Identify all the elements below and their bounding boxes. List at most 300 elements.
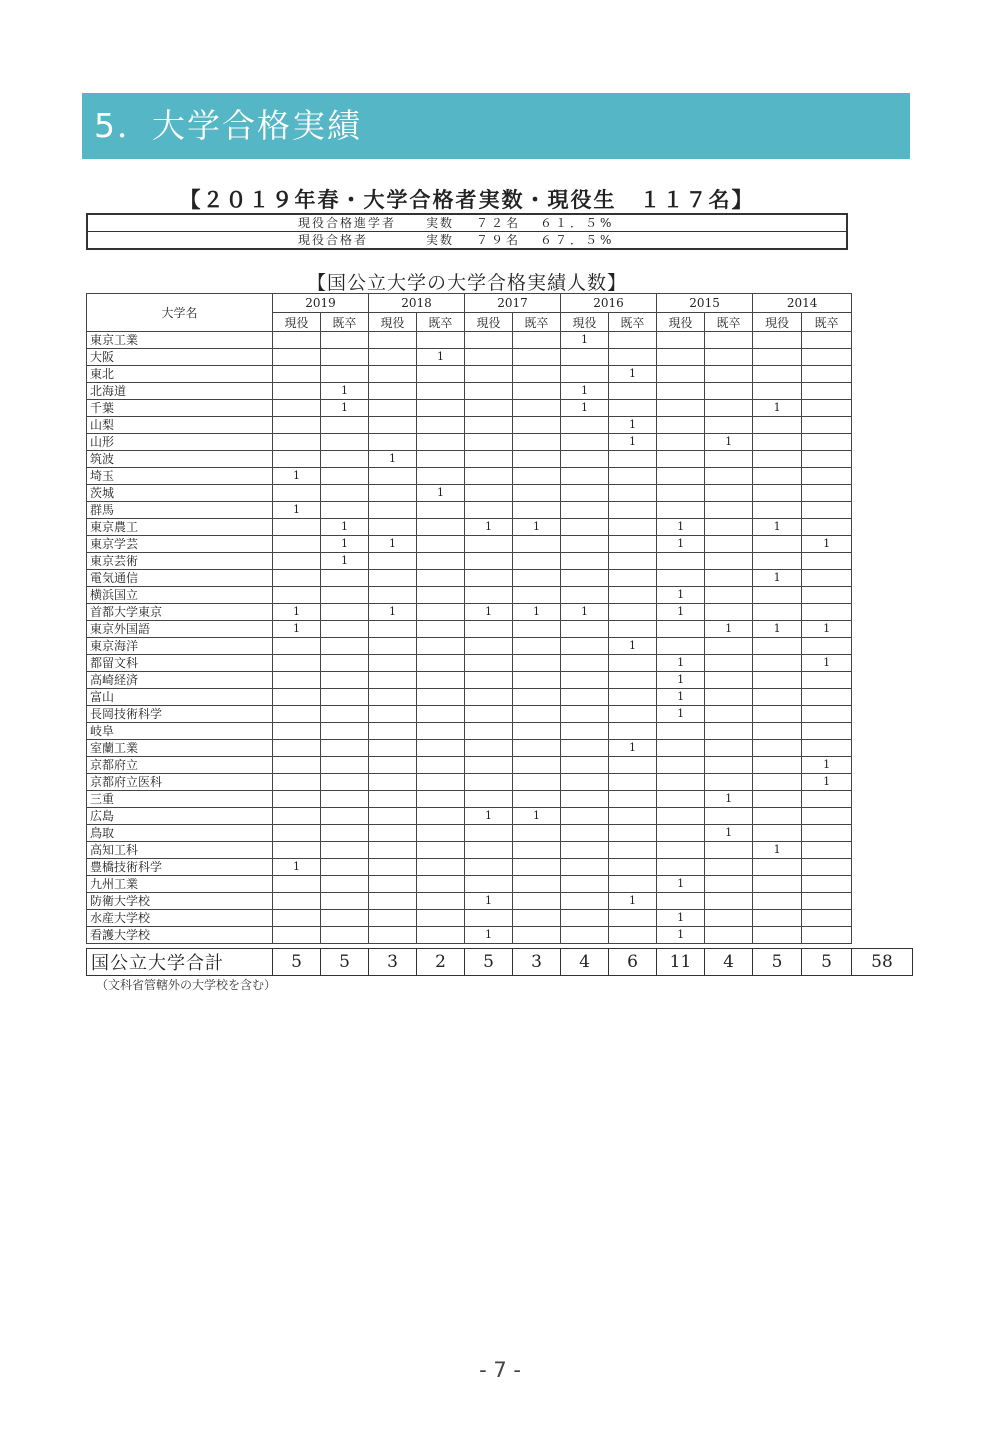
count-cell: [321, 706, 369, 723]
sub-header: 現役: [273, 313, 321, 332]
count-cell: [465, 723, 513, 740]
count-cell: 1: [465, 893, 513, 910]
table-row: [87, 927, 852, 944]
count-cell: [321, 604, 369, 621]
count-cell: [513, 451, 561, 468]
count-cell: [705, 842, 753, 859]
count-cell: [657, 842, 705, 859]
count-cell: [657, 417, 705, 434]
count-cell: [369, 366, 417, 383]
count-cell: [273, 638, 321, 655]
count-cell: [417, 808, 465, 825]
count-cell: [561, 468, 609, 485]
count-cell: 1: [705, 791, 753, 808]
university-name: 豊橋技術科学: [87, 859, 273, 876]
sub-header: 既卒: [321, 313, 369, 332]
count-cell: [561, 536, 609, 553]
count-cell: 1: [609, 417, 657, 434]
table-row: [87, 553, 852, 570]
count-cell: [513, 791, 561, 808]
sub-header: 現役: [465, 313, 513, 332]
count-cell: [561, 519, 609, 536]
count-cell: [753, 502, 802, 519]
count-cell: [705, 876, 753, 893]
count-cell: [321, 672, 369, 689]
summary-kind: 実数: [426, 216, 455, 230]
count-cell: [465, 587, 513, 604]
count-cell: [465, 757, 513, 774]
count-cell: [321, 655, 369, 672]
count-cell: [802, 876, 852, 893]
count-cell: [369, 655, 417, 672]
count-cell: [561, 723, 609, 740]
count-cell: [657, 825, 705, 842]
table-row: [87, 910, 852, 927]
count-cell: [705, 417, 753, 434]
total-row-table: [86, 948, 913, 976]
count-cell: [561, 587, 609, 604]
count-cell: [513, 757, 561, 774]
count-cell: [657, 502, 705, 519]
count-cell: [417, 587, 465, 604]
count-cell: [609, 876, 657, 893]
table-row: [87, 536, 852, 553]
count-cell: [802, 519, 852, 536]
count-cell: [802, 451, 852, 468]
count-cell: [369, 791, 417, 808]
count-cell: [753, 672, 802, 689]
count-cell: 1: [561, 604, 609, 621]
count-cell: [561, 672, 609, 689]
count-cell: [417, 332, 465, 349]
count-cell: [705, 723, 753, 740]
count-cell: [465, 536, 513, 553]
count-cell: 1: [273, 468, 321, 485]
count-cell: [561, 910, 609, 927]
count-cell: [561, 757, 609, 774]
count-cell: [561, 842, 609, 859]
table-row: [87, 842, 852, 859]
university-name: 京都府立: [87, 757, 273, 774]
count-cell: [369, 876, 417, 893]
count-cell: [513, 587, 561, 604]
count-cell: [609, 502, 657, 519]
count-cell: [561, 655, 609, 672]
count-cell: [802, 927, 852, 944]
count-cell: [465, 332, 513, 349]
count-cell: [802, 570, 852, 587]
count-cell: [657, 451, 705, 468]
count-cell: [321, 349, 369, 366]
count-cell: 1: [321, 536, 369, 553]
count-cell: [561, 893, 609, 910]
count-cell: 1: [561, 332, 609, 349]
count-cell: 1: [753, 621, 802, 638]
count-cell: 1: [273, 502, 321, 519]
count-cell: 1: [753, 400, 802, 417]
count-cell: [802, 808, 852, 825]
count-cell: [609, 859, 657, 876]
count-cell: 1: [465, 927, 513, 944]
count-cell: 1: [513, 808, 561, 825]
count-cell: 1: [321, 400, 369, 417]
university-name: 東京海洋: [87, 638, 273, 655]
count-cell: [561, 502, 609, 519]
count-cell: [513, 536, 561, 553]
count-cell: [753, 553, 802, 570]
count-cell: [609, 774, 657, 791]
count-cell: [321, 757, 369, 774]
count-cell: [465, 434, 513, 451]
count-cell: [609, 536, 657, 553]
count-cell: [561, 859, 609, 876]
university-name: 鳥取: [87, 825, 273, 842]
count-cell: [273, 740, 321, 757]
count-cell: [417, 893, 465, 910]
count-cell: [609, 808, 657, 825]
count-cell: [802, 502, 852, 519]
count-cell: [561, 876, 609, 893]
count-cell: [321, 774, 369, 791]
count-cell: [753, 859, 802, 876]
count-cell: [273, 791, 321, 808]
count-cell: [321, 332, 369, 349]
count-cell: [753, 485, 802, 502]
count-cell: [417, 366, 465, 383]
count-cell: 1: [561, 400, 609, 417]
count-cell: [273, 519, 321, 536]
count-cell: [657, 400, 705, 417]
table-row: [87, 859, 852, 876]
count-cell: [273, 400, 321, 417]
count-cell: [513, 383, 561, 400]
year-header: 2014: [753, 294, 852, 313]
table-row: [87, 451, 852, 468]
count-cell: [705, 502, 753, 519]
total-cell: 4: [705, 949, 753, 976]
table-row: [87, 349, 852, 366]
university-name: 埼玉: [87, 468, 273, 485]
count-cell: [609, 468, 657, 485]
university-name: 室蘭工業: [87, 740, 273, 757]
count-cell: [705, 740, 753, 757]
count-cell: [321, 808, 369, 825]
count-cell: [417, 468, 465, 485]
table-row: [87, 638, 852, 655]
count-cell: [609, 587, 657, 604]
count-cell: [753, 451, 802, 468]
count-cell: [753, 689, 802, 706]
count-cell: [465, 485, 513, 502]
count-cell: [417, 774, 465, 791]
count-cell: [513, 553, 561, 570]
count-cell: 1: [705, 434, 753, 451]
sub-header: 現役: [369, 313, 417, 332]
count-cell: [465, 740, 513, 757]
university-name: 富山: [87, 689, 273, 706]
count-cell: [465, 366, 513, 383]
table-row: [87, 825, 852, 842]
count-cell: [609, 672, 657, 689]
count-cell: [753, 349, 802, 366]
count-cell: [657, 757, 705, 774]
summary-label: 現役合格進学者: [298, 216, 397, 230]
count-cell: [369, 468, 417, 485]
total-label: 国公立大学合計: [87, 949, 273, 976]
table-row: [87, 672, 852, 689]
count-cell: [609, 910, 657, 927]
summary-count: ７２名: [476, 216, 522, 230]
year-header: 2018: [369, 294, 465, 313]
count-cell: [561, 927, 609, 944]
count-cell: [753, 723, 802, 740]
count-cell: [609, 621, 657, 638]
count-cell: [705, 349, 753, 366]
count-cell: [657, 638, 705, 655]
university-name: 広島: [87, 808, 273, 825]
count-cell: [369, 893, 417, 910]
count-cell: 1: [321, 553, 369, 570]
sub-header: 既卒: [705, 313, 753, 332]
count-cell: [273, 366, 321, 383]
count-cell: 1: [321, 383, 369, 400]
summary-kind: 実数: [426, 233, 455, 247]
count-cell: [753, 706, 802, 723]
count-cell: [513, 655, 561, 672]
university-name: 長岡技術科学: [87, 706, 273, 723]
count-cell: [705, 808, 753, 825]
count-cell: [273, 553, 321, 570]
count-cell: [561, 366, 609, 383]
count-cell: [465, 689, 513, 706]
university-header: 大学名: [87, 294, 273, 332]
count-cell: 1: [321, 519, 369, 536]
count-cell: [705, 468, 753, 485]
count-cell: [417, 400, 465, 417]
count-cell: [321, 910, 369, 927]
count-cell: [513, 842, 561, 859]
count-cell: [609, 383, 657, 400]
count-cell: [513, 740, 561, 757]
count-cell: [513, 927, 561, 944]
table-row: [87, 332, 852, 349]
count-cell: [753, 366, 802, 383]
count-cell: [321, 587, 369, 604]
count-cell: [753, 468, 802, 485]
sub-header: 現役: [753, 313, 802, 332]
count-cell: 1: [465, 808, 513, 825]
count-cell: [417, 791, 465, 808]
count-cell: [321, 638, 369, 655]
university-name: 水産大学校: [87, 910, 273, 927]
university-name: 横浜国立: [87, 587, 273, 604]
table-row: [87, 774, 852, 791]
count-cell: [273, 893, 321, 910]
count-cell: 1: [657, 655, 705, 672]
count-cell: 1: [657, 536, 705, 553]
count-cell: [321, 689, 369, 706]
count-cell: 1: [657, 927, 705, 944]
count-cell: [657, 434, 705, 451]
count-cell: [609, 451, 657, 468]
university-name: 千葉: [87, 400, 273, 417]
count-cell: [513, 468, 561, 485]
university-name: 防衛大学校: [87, 893, 273, 910]
subtitle: 【２０１９年春・大学合格者実数・現役生 １１７名】: [179, 187, 755, 212]
count-cell: [561, 740, 609, 757]
count-cell: [657, 740, 705, 757]
count-cell: [321, 621, 369, 638]
total-cell: 6: [609, 949, 657, 976]
count-cell: [705, 757, 753, 774]
summary-row: [88, 215, 846, 232]
university-name: 東北: [87, 366, 273, 383]
university-name: 看護大学校: [87, 927, 273, 944]
count-cell: [321, 723, 369, 740]
count-cell: [465, 349, 513, 366]
count-cell: [417, 825, 465, 842]
total-cell: 5: [465, 949, 513, 976]
university-name: 山形: [87, 434, 273, 451]
year-header: 2016: [561, 294, 657, 313]
count-cell: [609, 332, 657, 349]
table-row: [87, 740, 852, 757]
count-cell: [417, 740, 465, 757]
count-cell: [705, 485, 753, 502]
sub-header: 現役: [657, 313, 705, 332]
count-cell: [561, 570, 609, 587]
count-cell: [417, 434, 465, 451]
count-cell: [513, 332, 561, 349]
count-cell: [705, 519, 753, 536]
count-cell: [417, 451, 465, 468]
summary-label: 現役合格者: [298, 233, 369, 247]
count-cell: [369, 672, 417, 689]
year-header: 2017: [465, 294, 561, 313]
count-cell: 1: [657, 910, 705, 927]
table-row: [87, 366, 852, 383]
count-cell: [753, 757, 802, 774]
table-row: [87, 383, 852, 400]
count-cell: [753, 604, 802, 621]
table-row: [87, 689, 852, 706]
count-cell: [273, 876, 321, 893]
count-cell: [369, 859, 417, 876]
count-cell: [705, 638, 753, 655]
count-cell: [657, 553, 705, 570]
count-cell: [561, 485, 609, 502]
count-cell: [273, 757, 321, 774]
count-cell: [369, 332, 417, 349]
count-cell: [417, 655, 465, 672]
table-row: [87, 519, 852, 536]
count-cell: [369, 825, 417, 842]
count-cell: [753, 825, 802, 842]
count-cell: [417, 502, 465, 519]
count-cell: [321, 366, 369, 383]
count-cell: [465, 451, 513, 468]
count-cell: [561, 791, 609, 808]
count-cell: [369, 757, 417, 774]
university-name: 高知工科: [87, 842, 273, 859]
count-cell: [705, 332, 753, 349]
count-cell: [753, 332, 802, 349]
count-cell: [802, 332, 852, 349]
summary-row: [88, 232, 846, 248]
count-cell: [705, 672, 753, 689]
university-name: 茨城: [87, 485, 273, 502]
count-cell: [657, 621, 705, 638]
count-cell: 1: [609, 638, 657, 655]
count-cell: [753, 808, 802, 825]
count-cell: [321, 570, 369, 587]
count-cell: [417, 723, 465, 740]
count-cell: [321, 859, 369, 876]
count-cell: 1: [802, 536, 852, 553]
count-cell: [657, 723, 705, 740]
count-cell: [369, 808, 417, 825]
count-cell: 1: [609, 740, 657, 757]
count-cell: 1: [753, 570, 802, 587]
count-cell: [561, 349, 609, 366]
page-number: - 7 -: [479, 1358, 521, 1382]
count-cell: [369, 706, 417, 723]
count-cell: [321, 502, 369, 519]
count-cell: [705, 553, 753, 570]
count-cell: 1: [705, 621, 753, 638]
count-cell: [321, 468, 369, 485]
count-cell: [321, 740, 369, 757]
count-cell: [417, 604, 465, 621]
university-name: 山梨: [87, 417, 273, 434]
count-cell: [802, 485, 852, 502]
count-cell: 1: [561, 383, 609, 400]
count-cell: [417, 842, 465, 859]
count-cell: [609, 349, 657, 366]
count-cell: [561, 434, 609, 451]
count-cell: [657, 774, 705, 791]
count-cell: [705, 570, 753, 587]
count-cell: [465, 774, 513, 791]
count-cell: 1: [609, 366, 657, 383]
count-cell: 1: [705, 825, 753, 842]
count-cell: [273, 808, 321, 825]
count-cell: [753, 774, 802, 791]
count-cell: [273, 434, 321, 451]
count-cell: 1: [513, 604, 561, 621]
table-row: [87, 655, 852, 672]
university-name: 東京学芸: [87, 536, 273, 553]
count-cell: [513, 417, 561, 434]
count-cell: [561, 825, 609, 842]
count-cell: [273, 774, 321, 791]
total-cell: 5: [321, 949, 369, 976]
count-cell: [802, 383, 852, 400]
section-title: 5．大学合格実績: [94, 106, 362, 145]
count-cell: [753, 791, 802, 808]
table-row: [87, 434, 852, 451]
university-name: 京都府立医科: [87, 774, 273, 791]
count-cell: [321, 842, 369, 859]
count-cell: [802, 468, 852, 485]
count-cell: [321, 485, 369, 502]
count-cell: [369, 740, 417, 757]
count-cell: [561, 417, 609, 434]
count-cell: [465, 570, 513, 587]
count-cell: [465, 621, 513, 638]
count-cell: [513, 689, 561, 706]
count-cell: 1: [273, 621, 321, 638]
